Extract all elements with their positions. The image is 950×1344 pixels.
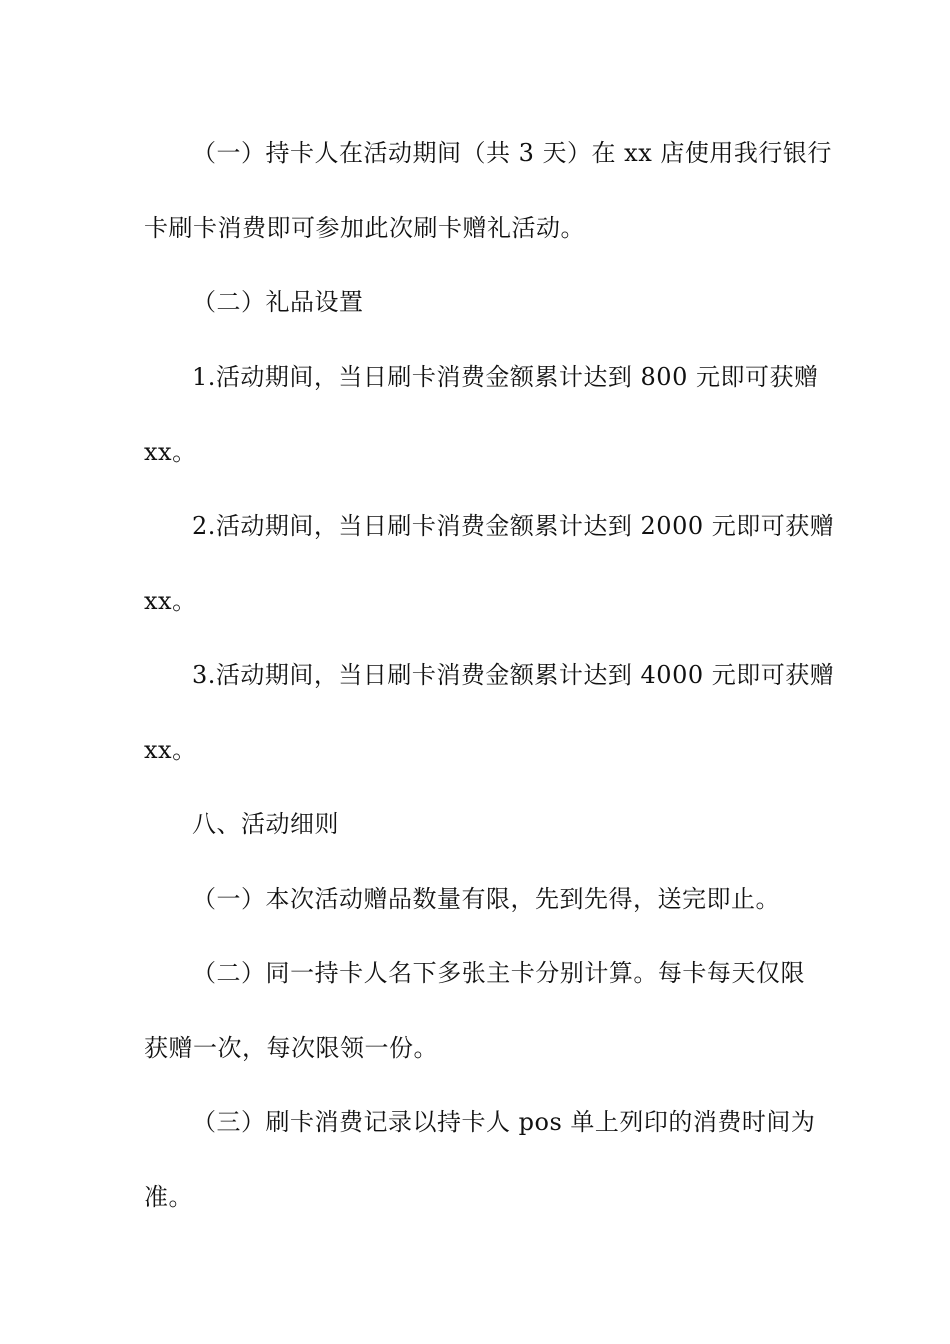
paragraph-line: 卡刷卡消费即可参加此次刷卡赠礼活动。 [144, 214, 585, 242]
paragraph-line: （一）本次活动赠品数量有限，先到先得，送完即止。 [192, 885, 780, 913]
paragraph-line: （三）刷卡消费记录以持卡人 pos 单上列印的消费时间为 [192, 1108, 816, 1136]
paragraph-line: 获赠一次，每次限领一份。 [144, 1034, 438, 1062]
paragraph-line: （一）持卡人在活动期间（共 3 天）在 xx 店使用我行银行 [192, 139, 832, 167]
paragraph-line: 准。 [144, 1183, 193, 1211]
paragraph-line: xx。 [144, 438, 197, 466]
paragraph-line: xx。 [144, 587, 197, 615]
section-heading: （二）礼品设置 [192, 288, 364, 316]
paragraph-line: （二）同一持卡人名下多张主卡分别计算。每卡每天仅限 [192, 959, 805, 987]
list-item: 2.活动期间，当日刷卡消费金额累计达到 2000 元即可获赠 [192, 512, 835, 540]
paragraph-line: xx。 [144, 736, 197, 764]
list-item: 3.活动期间，当日刷卡消费金额累计达到 4000 元即可获赠 [192, 661, 835, 689]
list-item: 1.活动期间，当日刷卡消费金额累计达到 800 元即可获赠 [192, 363, 819, 391]
section-heading: 八、活动细则 [192, 810, 339, 838]
